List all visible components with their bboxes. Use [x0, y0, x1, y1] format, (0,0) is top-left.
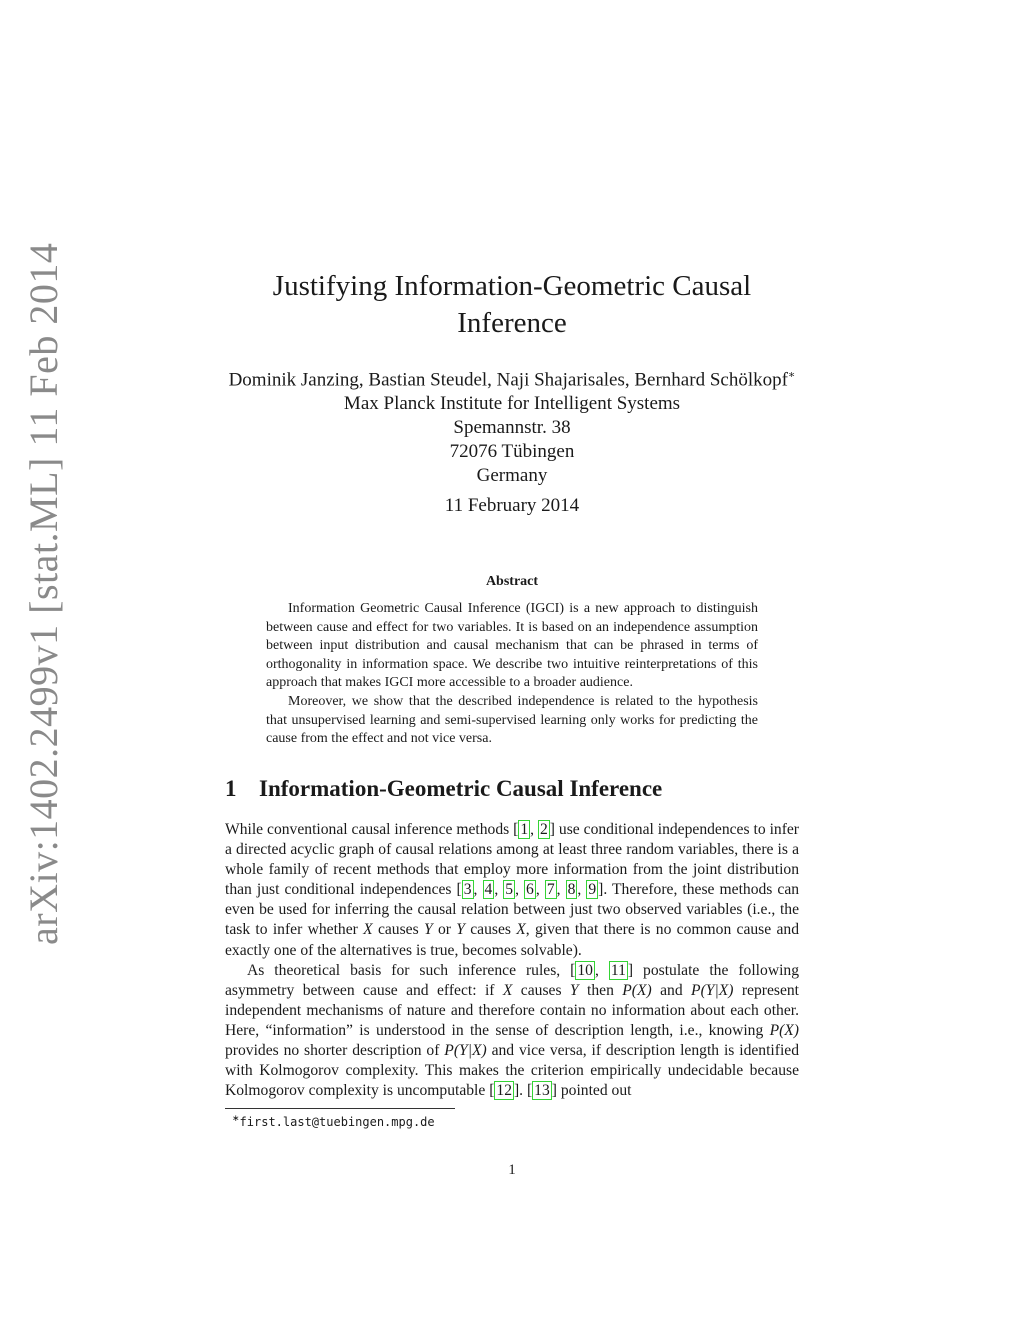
text-run: As theoretical basis for such inference rules, [: [247, 961, 576, 979]
citation-link[interactable]: 12: [496, 1082, 512, 1100]
body-text: [225, 820, 799, 1101]
affiliation: Max Planck Institute for Intelligent Systems: [343, 393, 681, 415]
text-run: causes: [372, 921, 424, 939]
math-expr: P(X): [769, 1021, 799, 1039]
citation-link[interactable]: 2: [540, 821, 548, 838]
citation-link[interactable]: 1: [520, 821, 529, 838]
text-run: represent independent mechanisms of nature and therefore contain no information about each other. Here, “information” is understood in the sense of description length, i.e., knowing: [225, 981, 800, 1039]
citation-link[interactable]: 9: [588, 881, 597, 899]
text-run: causes: [512, 981, 570, 999]
abstract-paragraph-2: Moreover, we show that the described independence is related to the hypothesis that unsupervised learning and semi-supervised learning only works for predicting the cause from the effect and not vice versa.: [266, 693, 758, 747]
body-paragraph-1: While conventional causal inference methods [ 1 , 2 ] use conditional independences to infer a directed acyclic graph of causal relations among at least three random variables, there is a whole family of recent methods that employ more information from the joint distribution than just conditional independences [ 3 , 4 , 5 , 6 , 7 , 8 , 9 ]. Therefore, these methods can even be used for inferring the causal relation between just two observed variables (i.e., the task to infer whether X causes Y or Y causes X, given that there is no common cause and exactly one of the alternatives is true, becomes solvable).: [225, 821, 800, 959]
footnote-divider: [225, 1108, 455, 1109]
math-var: X: [502, 981, 513, 999]
text-run: ] use conditional independences to infer a directed acyclic graph of causal relations among at least three random variables, there is a whole family of recent methods that employ more information from the joint distribution than just conditional independences [: [225, 821, 799, 899]
text-run: ]. [: [513, 1082, 533, 1100]
math-expr: P(Y|X): [444, 1042, 487, 1060]
text-run: ] pointed out: [551, 1082, 632, 1100]
math-var: Y: [456, 921, 465, 939]
math-var: X: [363, 921, 373, 939]
citation-link[interactable]: 13: [534, 1082, 550, 1100]
citation-link[interactable]: 10: [577, 961, 593, 979]
citation-link[interactable]: 4: [484, 881, 493, 899]
footnote-email: first.last@tuebingen.mpg.de: [239, 1115, 435, 1129]
citation-link[interactable]: 6: [526, 881, 534, 899]
address-street: Spemannstr. 38: [453, 417, 571, 439]
math-expr: P(X): [622, 981, 652, 999]
paper-date: 11 February 2014: [444, 495, 580, 516]
title-line-2: Inference: [457, 307, 567, 339]
text-run: ] postulate the following asymmetry between cause and effect: if: [225, 961, 800, 999]
text-run: and: [651, 981, 692, 999]
abstract: [266, 600, 758, 749]
citation-link[interactable]: 7: [546, 881, 555, 899]
citation-link[interactable]: 8: [567, 881, 576, 899]
author-names: Dominik Janzing, Bastian Steudel, Naji Shajarisales, Bernhard Schölkopf: [228, 369, 788, 391]
footnote: [232, 1113, 435, 1129]
page-number: 1: [508, 1162, 516, 1178]
address-country: Germany: [476, 465, 548, 487]
paper-title: [0, 268, 1024, 342]
math-expr: P(Y|X): [691, 981, 734, 999]
author-list: [0, 363, 1024, 392]
body-paragraph-2: As theoretical basis for such inference rules, [ 10 , 11 ] postulate the following asymmetry between cause and effect: if X causes Y then P(X) and P(Y|X) represent independent mechanisms of nature and therefore contain no information about each other. Here, “information” is understood in the sense of description length, i.e., knowing P(X) provides no shorter description of P(Y|X) and vice versa, if description length is identified with Kolmogorov complexity. This makes the criterion empirically undecidable because Kolmogorov complexity is uncomputable [ 12 ]. [ 13 ] pointed out: [225, 961, 800, 1100]
citation-link[interactable]: 11: [610, 961, 626, 979]
text-run: then: [578, 981, 623, 999]
math-var: Y: [423, 921, 433, 939]
abstract-heading: Abstract: [485, 574, 539, 589]
section-heading: [225, 776, 662, 802]
section-title: Information-Geometric Causal Inference: [259, 776, 663, 801]
math-var: X: [516, 921, 526, 939]
math-var: Y: [569, 981, 579, 999]
text-run: or: [432, 921, 457, 939]
abstract-paragraph-1: Information Geometric Causal Inference (IGCI) is a new approach to distinguish between cause and effect for two variables. It is based on an independence assumption between input distribution and causal mechanism that can be phrased in terms of orthogonality in information space. We describe two intuitive reinterpretations of this approach that makes IGCI more accessible to a broader audience.: [266, 601, 758, 691]
footnote-mark: ∗: [232, 1113, 240, 1123]
title-line-1: Justifying Information-Geometric Causal: [272, 270, 752, 302]
text-run: ]. Therefore, these methods can even be used for inferring the causal relation between just two observed variables (i.e., the task to infer whether: [225, 881, 800, 939]
text-run: provides no shorter description of: [225, 1042, 445, 1060]
citation-link[interactable]: 3: [463, 881, 472, 899]
text-run: and vice versa, if description length is identified with Kolmogorov complexity. This makes the criterion empirically undecidable because Kolmogorov complexity is uncomputable [: [225, 1042, 799, 1100]
author-footnote-mark: ∗: [787, 369, 796, 381]
text-run: While conventional causal inference methods [: [225, 821, 519, 838]
text-run: causes: [464, 921, 517, 939]
section-number: 1: [225, 776, 237, 801]
citation-link[interactable]: 5: [505, 881, 514, 899]
author-block: [0, 363, 1024, 488]
address-city: 72076 Tübingen: [449, 441, 575, 463]
arxiv-stamp: arXiv:1402.2499v1 [stat.ML] 11 Feb 2014: [21, 242, 66, 945]
text-run: , given that there is no common cause and exactly one of the alternatives is true, becomes solvable).: [225, 921, 799, 959]
